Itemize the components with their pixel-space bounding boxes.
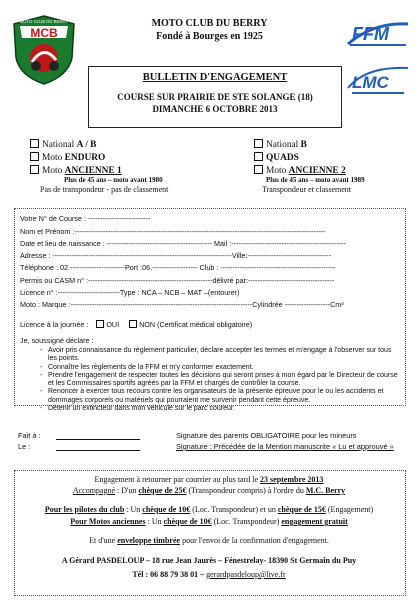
field-name[interactable]: Nom et Prénom :--------------------------------------------------------------------------------------------------------- (20, 227, 326, 236)
mcb-logo-text: MCB (30, 26, 58, 40)
mention-note: Signature : Précédée de la Mention manuscrite « Lu et approuvé » (176, 442, 394, 451)
ancienne-1-condition: Plus de 45 ans – moto avant 1980 (64, 176, 163, 184)
field-race-number[interactable]: Votre N° de Course : -------------------------- (20, 214, 151, 223)
le-label: Le : (18, 442, 31, 451)
field-permit[interactable]: Permis ou CASM n° :----------------------------------------------------délivré par:------------------------------------ (20, 276, 335, 285)
checkbox[interactable] (254, 139, 263, 148)
field-phone-club[interactable]: Téléphone : 02.-----------------------Port :06.------------------- Club : ------------------------------------------------ (20, 263, 336, 272)
contact-line: Tél : 06 88 79 38 01 – gerardpasdeloup@live.fr (132, 570, 286, 579)
field-address[interactable]: Adresse : ---------------------------------------------------------------------------Ville:----------------------------------- (20, 251, 332, 260)
category-ancienne-2[interactable]: Moto ANCIENNE 2 (254, 165, 346, 177)
declaration-intro: Je, soussigné déclare : (20, 336, 94, 345)
le-line[interactable] (56, 450, 140, 451)
declaration-item: - Détenir un extincteur dans mon véhicule sur le parc coureur. (48, 405, 398, 413)
old-motos-line: Pour Motos anciennes : Un chèque de 10€ (Loc. Transpondeur) engagement gratuit (70, 517, 348, 526)
declaration-list (36, 347, 398, 413)
club-pilots-line: Pour les pilotes du club : Un chèque de 10€ (Loc. Transpondeur) et un chèque de 15€ (Engagement) (44, 505, 374, 514)
lmc-logo (346, 64, 410, 100)
category-national-b[interactable]: National B (254, 139, 307, 151)
declaration-item: - Renoncer à exercer tous recours contre les organisateurs de la présente épreuve pour le ou les accidents et dommages corporels ou matériels qui pourraient me survenir pendant cette épreuve. (48, 388, 398, 405)
declaration-item: - Connaître les règlements de la FFM et m'y conformer exactement. (48, 364, 398, 372)
checkbox-oui[interactable] (96, 320, 104, 328)
ancienne-1-note: Pas de transpondeur - pas de classement (40, 185, 169, 194)
bulletin-title: BULLETIN D'ENGAGEMENT (142, 72, 288, 83)
payment-line: Accompagné : D'un chèque de 25€ (Transpondeur compris) à l'ordre du M.C. Berry (72, 486, 346, 495)
category-enduro[interactable]: Moto ENDURO (30, 152, 105, 164)
ancienne-2-note: Transpondeur et classement (262, 185, 352, 194)
non-label: NON (Certificat médical obligatoire) (139, 320, 253, 329)
checkbox[interactable] (254, 165, 263, 174)
field-moto[interactable]: Moto : Marque :----------------------------------------------------------------------------Cylindrée -------------------Cm³ (20, 300, 344, 309)
checkbox[interactable] (30, 152, 39, 161)
postal-address: A Gérard PASDELOUP – 18 rue Jean Jaurès – Fénestrelay- 18390 St Germain du Puy (61, 556, 357, 565)
envelope-line: Et d'une enveloppe timbrée pour l'envoi de la confirmation d'engagement. (89, 536, 329, 545)
fait-line[interactable] (56, 439, 140, 440)
field-licence[interactable]: Licence n° :--------------------------Type : NCA – NCB – MAT –(entourer) (20, 288, 240, 297)
club-name: MOTO CLUB DU BERRY (151, 18, 268, 29)
parents-signature-note: Signature des parents OBLIGATOIRE pour les mineurs (176, 431, 357, 440)
field-birth-mail[interactable]: Date et lieu de naissance : -------------------------------------------- Mail :------------------------------------------------ (20, 239, 347, 248)
club-founded: Fondé à Bourges en 1925 (156, 31, 263, 42)
checkbox[interactable] (30, 139, 39, 148)
category-national-ab[interactable]: National A / B (30, 139, 96, 151)
declaration-item: - Avoir pris connaissance du règlement particulier, déclare accepter les termes et m'engage à l'observer sur tous les points. (48, 347, 398, 364)
course-name: COURSE SUR PRAIRIE DE STE SOLANGE (18) (117, 92, 313, 102)
checkbox-non[interactable] (129, 320, 137, 328)
course-date: DIMANCHE 6 OCTOBRE 2013 (152, 104, 278, 114)
email-link[interactable]: gerardpasdeloup@live.fr (206, 570, 286, 579)
fait-label: Fait à : (18, 431, 41, 440)
field-licence-day (20, 320, 252, 329)
title-box (88, 66, 342, 128)
return-deadline: Engagement à retourner par courrier au plus tard le 23 septembre 2013 (94, 475, 324, 484)
licence-day-label: Licence à la journée : (20, 320, 89, 329)
mcb-logo-toptext: MOTO CLUB DU BERRY (19, 19, 69, 24)
checkbox[interactable] (254, 152, 263, 161)
category-quads[interactable]: QUADS (254, 152, 299, 164)
category-ancienne-1[interactable]: Moto ANCIENNE 1 (30, 165, 122, 177)
declaration-item: - Prendre l'engagement de respecter toutes les décisions qui seront prises à mon égard par le Directeur de course et les Commissaires sportifs agréés par la FFM et chargés de contrôler la course. (48, 372, 398, 389)
ancienne-2-condition: Plus de 45 ans – moto avant 1989 (266, 176, 365, 184)
lmc-logo-text: LMC (352, 73, 389, 92)
ffm-logo-text: FFM (352, 24, 389, 44)
checkbox[interactable] (30, 165, 39, 174)
oui-label: OUI (106, 320, 120, 329)
